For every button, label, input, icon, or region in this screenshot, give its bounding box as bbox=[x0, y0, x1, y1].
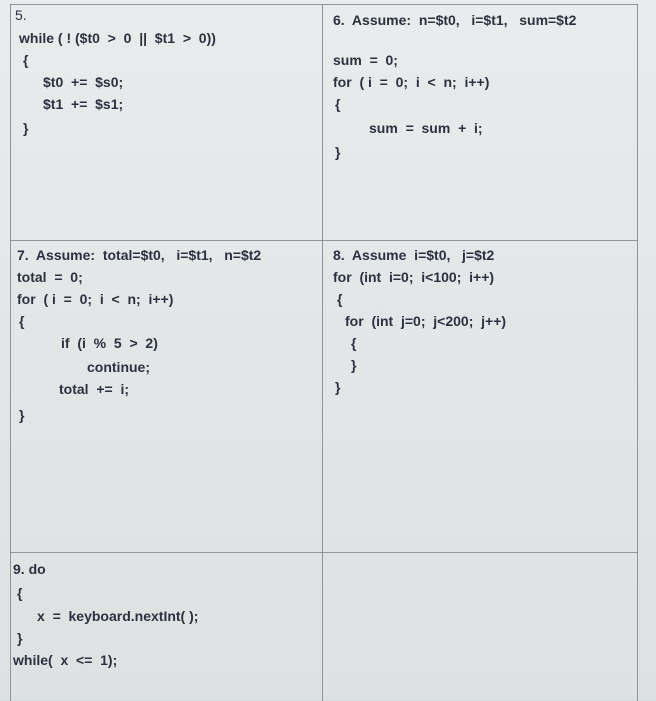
problem-7-header: 7. Assume: total=$t0, i=$t1, n=$t2 bbox=[17, 247, 262, 263]
problem-9-cell bbox=[11, 553, 323, 701]
problem-5-while-line: while ( ! ($t0 > 0 || $t1 > 0)) bbox=[19, 30, 216, 46]
problem-5-close-brace: } bbox=[23, 120, 29, 136]
problem-6-open-brace: { bbox=[335, 96, 341, 112]
problem-8-outer-open-brace: { bbox=[337, 291, 343, 307]
problem-8-outer-for: for (int i=0; i<100; i++) bbox=[333, 269, 495, 285]
problem-5-number: 5. bbox=[15, 7, 27, 23]
problem-7-open-brace: { bbox=[19, 313, 25, 329]
problem-8-cell bbox=[323, 241, 637, 553]
problem-9-close-brace: } bbox=[17, 630, 23, 646]
problem-6-sum-init: sum = 0; bbox=[333, 52, 398, 68]
empty-cell bbox=[323, 553, 637, 701]
problem-7-continue-line: continue; bbox=[87, 359, 150, 375]
problem-7-total-init: total = 0; bbox=[17, 269, 83, 285]
problem-6-close-brace: } bbox=[335, 144, 341, 160]
problem-6-cell bbox=[323, 5, 637, 241]
problem-7-total-add: total += i; bbox=[59, 381, 130, 397]
problem-6-for-line: for ( i = 0; i < n; i++) bbox=[333, 74, 490, 90]
problem-5-open-brace: { bbox=[23, 52, 29, 68]
problem-9-while-line: while( x <= 1); bbox=[13, 652, 118, 668]
problem-9-input-line: x = keyboard.nextInt( ); bbox=[37, 608, 199, 624]
problem-9-open-brace: { bbox=[17, 585, 23, 601]
problem-6-body-line: sum = sum + i; bbox=[369, 120, 483, 136]
problem-grid bbox=[10, 4, 638, 701]
problem-5-body-line-1: $t0 += $s0; bbox=[43, 74, 124, 90]
problem-7-for-line: for ( i = 0; i < n; i++) bbox=[17, 291, 174, 307]
problem-8-inner-for: for (int j=0; j<200; j++) bbox=[345, 313, 507, 329]
problem-8-inner-close-brace: } bbox=[351, 357, 357, 373]
problem-5-cell bbox=[11, 5, 323, 241]
problem-8-outer-close-brace: } bbox=[335, 379, 341, 395]
problem-8-header: 8. Assume i=$t0, j=$t2 bbox=[333, 247, 495, 263]
problem-7-if-line: if (i % 5 > 2) bbox=[61, 335, 158, 351]
problem-7-cell bbox=[11, 241, 323, 553]
problem-7-close-brace: } bbox=[19, 407, 25, 423]
problem-9-do-line: 9. do bbox=[13, 561, 46, 577]
problem-6-header: 6. Assume: n=$t0, i=$t1, sum=$t2 bbox=[333, 12, 577, 28]
problem-8-inner-open-brace: { bbox=[351, 335, 357, 351]
problem-5-body-line-2: $t1 += $s1; bbox=[43, 96, 124, 112]
